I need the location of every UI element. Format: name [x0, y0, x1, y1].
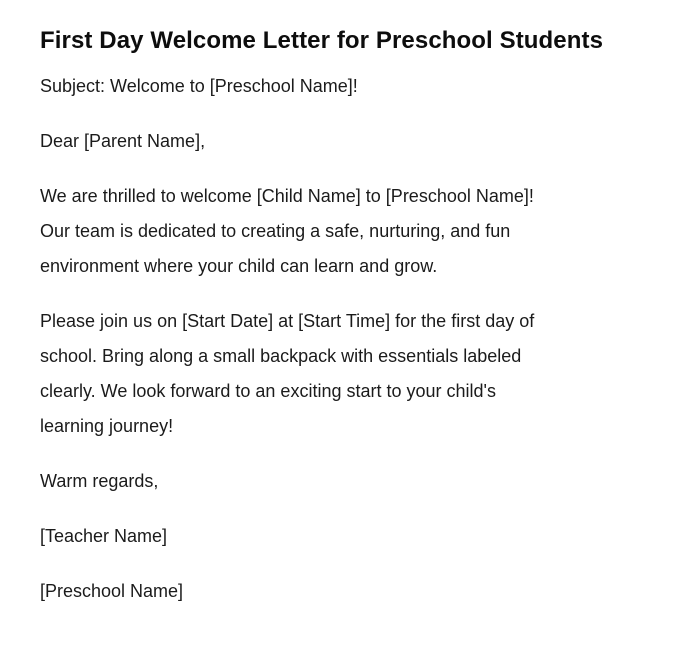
salutation: [40, 124, 640, 159]
text-line: Please join us on [Start Date] at [Start Time] for the first day of: [40, 311, 535, 331]
closing: [40, 464, 640, 499]
signature-teacher-name: [40, 519, 640, 554]
document-title: First Day Welcome Letter for Preschool Students: [40, 27, 604, 54]
text-line: We are thrilled to welcome [Child Name] to [Preschool Name]!: [40, 186, 534, 206]
details-paragraph: [40, 304, 640, 444]
subject-line: [40, 69, 640, 104]
intro-paragraph: [40, 179, 640, 284]
signature-preschool-name: [40, 574, 640, 609]
text-line: Our team is dedicated to creating a safe, nurturing, and fun: [40, 221, 511, 241]
text-line: environment where your child can learn and grow.: [40, 256, 438, 276]
text-line: [Preschool Name]: [40, 581, 184, 601]
text-line: school. Bring along a small backpack with essentials labeled: [40, 346, 522, 366]
text-line: Subject: Welcome to [Preschool Name]!: [40, 76, 358, 96]
text-line: clearly. We look forward to an exciting start to your child's: [40, 381, 496, 401]
letter-body: [40, 69, 640, 609]
text-line: Dear [Parent Name],: [40, 131, 206, 151]
text-line: Warm regards,: [40, 471, 159, 491]
text-line: learning journey!: [40, 416, 174, 436]
text-line: [Teacher Name]: [40, 526, 168, 546]
